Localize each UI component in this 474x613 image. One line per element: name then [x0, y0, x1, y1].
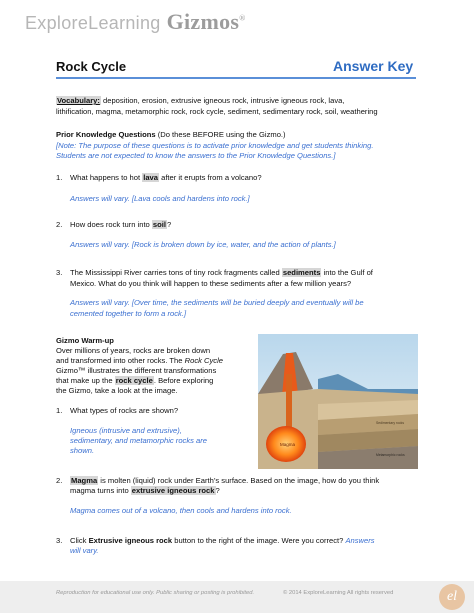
el-logo: el [439, 584, 465, 610]
q3-question-line-1: The Mississippi River carries tons of tiny rock fragments called sediments into the Gulf of [70, 268, 373, 277]
answer-key-label: Answer Key [333, 58, 414, 74]
sed-label: Sedimentary rocks [376, 421, 405, 425]
wq2-answer: Magma comes out of a volcano, then cools and hardens into rock. [70, 506, 292, 515]
warmup-heading: Gizmo Warm-up [56, 336, 114, 345]
magma-label: Magma [280, 442, 296, 447]
prior-knowledge-heading: Prior Knowledge Questions (Do these BEFORE using the Gizmo.) [56, 130, 286, 139]
warmup-para-line-1: Over millions of years, rocks are broken down [56, 346, 211, 355]
vocabulary-line-2: lithification, magma, metamorphic rock, rock cycle, sediment, sedimentary rock, soil, weathering [56, 107, 378, 116]
wq2-number: 2. [56, 476, 63, 485]
rock-cycle-diagram [258, 334, 418, 469]
q3-answer-line-1: Answers will vary. [Over time, the sediments will be buried deeply and eventually will be [70, 298, 364, 307]
warmup-para-line-3: Gizmo™ illustrates the different transformations [56, 366, 217, 375]
warmup-para-line-2: and transformed into other rocks. The Rock Cycle [56, 356, 224, 365]
wq2-question-line-2: magma turns into extrusive igneous rock? [70, 486, 220, 495]
q1-answer: Answers will vary. [Lava cools and hardens into rock.] [70, 194, 250, 203]
q3-number: 3. [56, 268, 63, 277]
vocabulary-line-1: Vocabulary: deposition, erosion, extrusive igneous rock, intrusive igneous rock, lava, [57, 96, 345, 105]
q3-question-line-2: Mexico. What do you think will happen to these sediments after a few million years? [70, 279, 352, 288]
wq1-answer-line-3: shown. [70, 446, 95, 455]
page-title: Rock Cycle [56, 59, 127, 74]
q2-answer: Answers will vary. [Rock is broken down by ice, water, and the action of plants.] [70, 240, 336, 249]
vocabulary-label: Vocabulary: [57, 96, 100, 105]
wq2-question-line-1: Magma is molten (liquid) rock under Earth’s surface. Based on the image, how do you think [71, 476, 380, 485]
title-divider [56, 77, 416, 79]
q2-question: How does rock turn into soil? [70, 220, 172, 229]
magma-conduit [286, 374, 292, 434]
footer-notice: Reproduction for educational use only. Public sharing or posting is prohibited. [56, 590, 255, 596]
brand-gizmos: Gizmos® [166, 9, 246, 34]
wq3-question-line-1: Click Extrusive igneous rock button to the right of the image. Were you correct? Answers [70, 536, 375, 545]
wq3-number: 3. [56, 536, 63, 545]
prior-note-line-2: Students are not expected to know the answers to the Prior Knowledge Questions.] [56, 151, 336, 160]
wq1-answer-line-1: Igneous (intrusive and extrusive), [70, 426, 182, 435]
wq3-answer-line-2: will vary. [70, 546, 99, 555]
q1-question: What happens to hot lava after it erupts from a volcano? [70, 173, 262, 182]
q2-number: 2. [56, 220, 63, 229]
brand-prefix: ExploreLearning [25, 13, 161, 33]
footer-bar [0, 581, 474, 613]
meta-label: Metamorphic rocks [376, 453, 405, 457]
brand-logo [25, 9, 246, 35]
q3-answer-line-2: cemented together to form a rock.] [70, 309, 187, 318]
warmup-para-line-4: that make up the rock cycle. Before exploring [56, 376, 214, 385]
wq1-question: What types of rocks are shown? [70, 406, 179, 415]
wq1-answer-line-2: sedimentary, and metamorphic rocks are [70, 436, 208, 445]
wq1-number: 1. [56, 406, 63, 415]
footer-copyright: © 2014 ExploreLearning All rights reserved [283, 590, 394, 596]
q1-number: 1. [56, 173, 63, 182]
header-banner [0, 0, 474, 40]
warmup-para-line-5: the Gizmo, take a look at the image. [56, 386, 178, 395]
prior-note-line-1: [Note: The purpose of these questions is to activate prior knowledge and get students thinking. [56, 141, 374, 150]
